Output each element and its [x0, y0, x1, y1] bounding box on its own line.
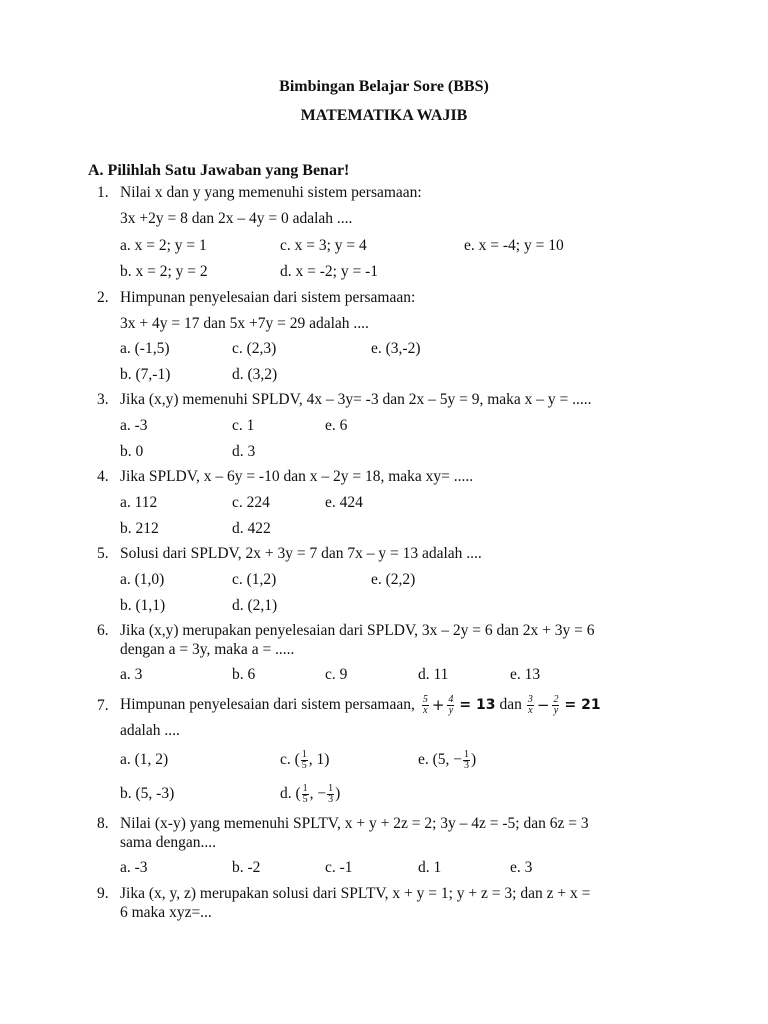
q6-option-d[interactable]: d. 11	[418, 666, 449, 683]
question-7-text-lead: Himpunan penyelesaian dari sistem persamaan,	[120, 696, 415, 713]
question-5-text: Solusi dari SPLDV, 2x + 3y = 7 dan 7x – y = 13 adalah ....	[120, 545, 482, 562]
q5-option-e[interactable]: e. (2,2)	[371, 571, 416, 588]
q1-option-d[interactable]: d. x = -2; y = -1	[280, 263, 378, 280]
header-subject: MATEMATIKA WAJIB	[300, 107, 468, 124]
header-title: Bimbingan Belajar Sore (BBS)	[279, 78, 489, 95]
question-6-text-cont: dengan a = 3y, maka a = .....	[120, 641, 295, 658]
q6-option-b[interactable]: b. 6	[232, 666, 256, 683]
q8-option-b[interactable]: b. -2	[232, 859, 261, 876]
q6-option-c[interactable]: c. 9	[325, 666, 348, 683]
question-7-number: 7.	[97, 697, 109, 714]
question-3-text: Jika (x,y) memenuhi SPLDV, 4x – 3y= -3 dan 2x – 5y = 9, maka x – y = .....	[120, 391, 592, 408]
q6-option-a[interactable]: a. 3	[120, 666, 143, 683]
question-9-text: Jika (x, y, z) merupakan solusi dari SPLTV, x + y = 1; y + z = 3; dan z + x =	[120, 885, 591, 902]
q6-option-e[interactable]: e. 13	[510, 666, 541, 683]
q3-option-b[interactable]: b. 0	[120, 443, 144, 460]
question-1-text: Nilai x dan y yang memenuhi sistem persamaan:	[120, 184, 422, 201]
question-8-text-cont: sama dengan....	[120, 834, 216, 851]
q1-option-e[interactable]: e. x = -4; y = 10	[464, 237, 564, 254]
q8-option-d[interactable]: d. 1	[418, 859, 442, 876]
equation-2-value: = 21	[564, 697, 601, 713]
question-8-text: Nilai (x-y) yang memenuhi SPLTV, x + y + 2z = 2; 3y – 4z = -5; dan 6z = 3	[120, 815, 589, 832]
q7-option-c[interactable]: c. ( $\frac{1}{5}$ , 1)	[280, 748, 330, 771]
q7-option-d[interactable]: d. ( $\frac{1}{5}$ , − $\frac{1}{3}$ )	[280, 782, 341, 805]
question-5-number: 5.	[97, 545, 109, 562]
q5-option-d[interactable]: d. (2,1)	[232, 597, 278, 614]
fraction-3-over-x: $\frac{3}{x}$	[527, 693, 533, 716]
q8-option-c[interactable]: c. -1	[325, 859, 353, 876]
q2-option-b[interactable]: b. (7,-1)	[120, 366, 171, 383]
fraction-1-over-3: $\frac{1}{3}$	[328, 782, 334, 805]
q5-option-c[interactable]: c. (1,2)	[232, 571, 277, 588]
q7-option-a[interactable]: a. (1, 2)	[120, 751, 169, 768]
q3-option-d[interactable]: d. 3	[232, 443, 256, 460]
q1-option-a[interactable]: a. x = 2; y = 1	[120, 237, 207, 254]
q8-option-e[interactable]: e. 3	[510, 859, 533, 876]
q4-option-b[interactable]: b. 212	[120, 520, 159, 537]
q1-option-b[interactable]: b. x = 2; y = 2	[120, 263, 208, 280]
q2-option-c[interactable]: c. (2,3)	[232, 340, 277, 357]
question-9-text-cont: 6 maka xyz=...	[120, 904, 212, 921]
question-1-equation: 3x +2y = 8 dan 2x – 4y = 0 adalah ....	[120, 210, 353, 227]
question-4-text: Jika SPLDV, x – 6y = -10 dan x – 2y = 18, maka xy= .....	[120, 468, 474, 485]
q2-option-d[interactable]: d. (3,2)	[232, 366, 278, 383]
fraction-2-over-y: $\frac{2}{y}$	[553, 693, 559, 716]
question-7-text	[120, 691, 601, 719]
fraction-4-over-y: $\frac{4}{y}$	[448, 693, 454, 716]
question-6-number: 6.	[97, 622, 109, 639]
q7-option-e[interactable]: e. (5, − $\frac{1}{3}$ )	[418, 748, 477, 771]
fraction-5-over-x: $\frac{5}{x}$	[422, 693, 428, 716]
question-1-number: 1.	[97, 184, 109, 201]
q2-option-e[interactable]: e. (3,-2)	[371, 340, 421, 357]
question-6-text: Jika (x,y) merupakan penyelesaian dari SPLDV, 3x – 2y = 6 dan 2x + 3y = 6	[120, 622, 595, 639]
question-8-number: 8.	[97, 815, 109, 832]
fraction-1-over-5: $\frac{1}{5}$	[301, 748, 307, 771]
plus-sign: +	[431, 696, 445, 714]
q5-option-b[interactable]: b. (1,1)	[120, 597, 166, 614]
question-7-text-cont: adalah ....	[120, 722, 180, 739]
q5-option-a[interactable]: a. (1,0)	[120, 571, 165, 588]
q3-option-e[interactable]: e. 6	[325, 417, 348, 434]
q8-option-a[interactable]: a. -3	[120, 859, 148, 876]
q3-option-a[interactable]: a. -3	[120, 417, 148, 434]
q4-option-a[interactable]: a. 112	[120, 494, 158, 511]
question-2-text: Himpunan penyelesaian dari sistem persamaan:	[120, 289, 416, 306]
q3-option-c[interactable]: c. 1	[232, 417, 255, 434]
q7-option-b[interactable]: b. (5, -3)	[120, 785, 175, 802]
question-2-number: 2.	[97, 289, 109, 306]
minus-sign: −	[536, 696, 550, 714]
q4-option-e[interactable]: e. 424	[325, 494, 363, 511]
fraction-1-over-3: $\frac{1}{3}$	[464, 748, 470, 771]
fraction-1-over-5: $\frac{1}{5}$	[302, 782, 308, 805]
conjunction-dan: dan	[499, 696, 522, 713]
question-2-equation: 3x + 4y = 17 dan 5x +7y = 29 adalah ....	[120, 315, 369, 332]
section-heading: A. Pilihlah Satu Jawaban yang Benar!	[88, 162, 350, 179]
equation-1-value: = 13	[459, 697, 496, 713]
question-3-number: 3.	[97, 391, 109, 408]
q1-option-c[interactable]: c. x = 3; y = 4	[280, 237, 367, 254]
q2-option-a[interactable]: a. (-1,5)	[120, 340, 170, 357]
question-4-number: 4.	[97, 468, 109, 485]
question-9-number: 9.	[97, 885, 109, 902]
q4-option-c[interactable]: c. 224	[232, 494, 270, 511]
q4-option-d[interactable]: d. 422	[232, 520, 271, 537]
